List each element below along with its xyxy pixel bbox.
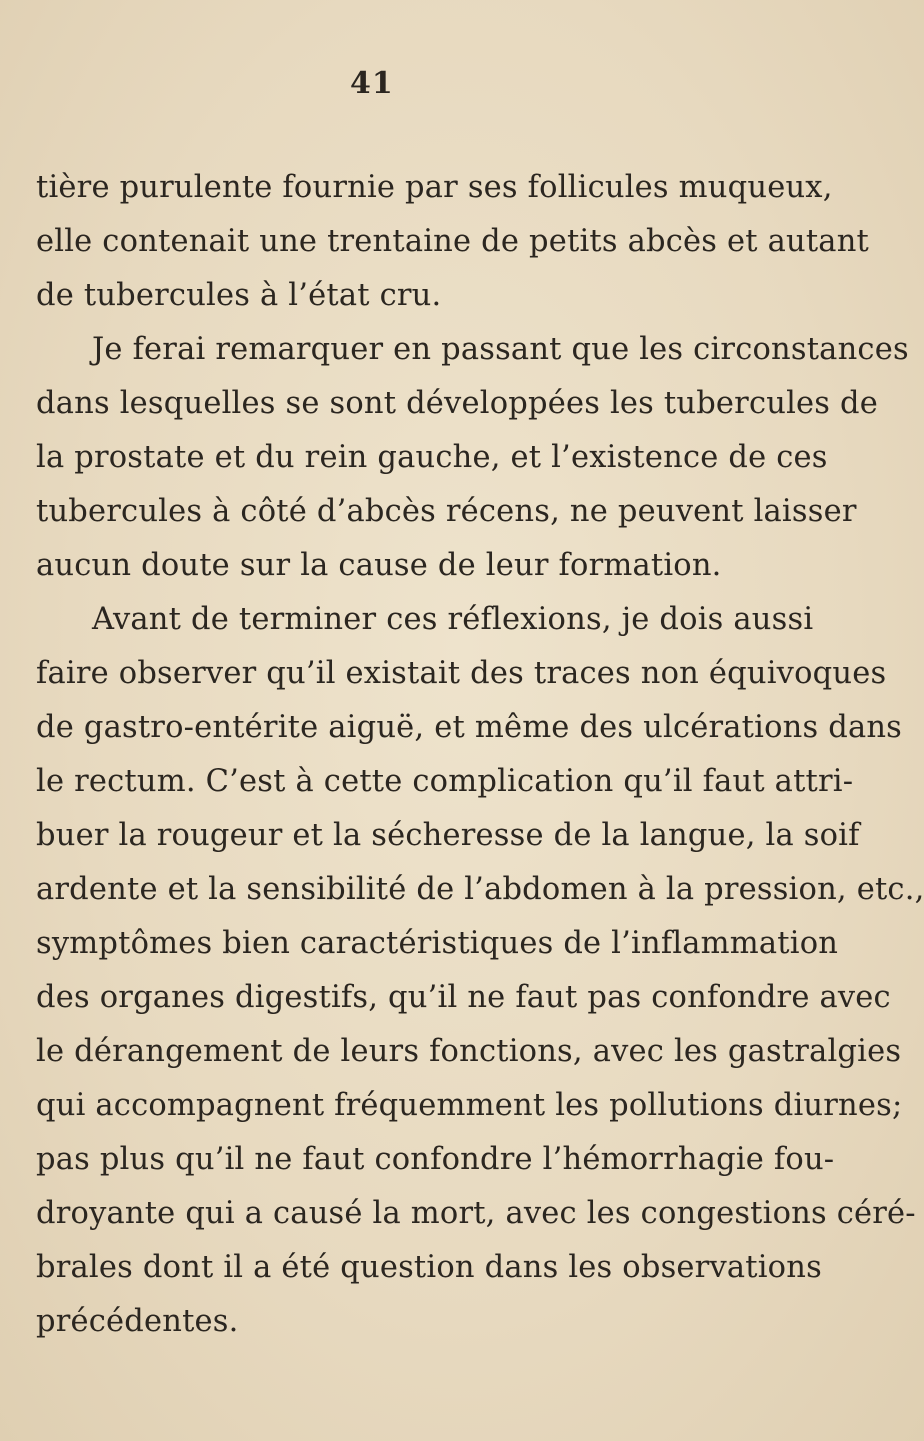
text-line: aucun doute sur la cause de leur formation. — [36, 548, 722, 583]
text-line: qui accompagnent fréquemment les pollutions diurnes; — [36, 1088, 903, 1123]
text-line: buer la rougeur et la sécheresse de la langue, la soif — [36, 818, 860, 853]
text-line: droyante qui a causé la mort, avec les congestions céré- — [36, 1196, 916, 1231]
page-number: 41 — [350, 66, 394, 101]
text-line: ardente et la sensibilité de l’abdomen à la pression, etc., — [36, 872, 924, 907]
text-line: de tubercules à l’état cru. — [36, 278, 442, 313]
text-line: elle contenait une trentaine de petits abcès et autant — [36, 224, 869, 259]
text-line: le rectum. C’est à cette complication qu’il faut attri- — [36, 764, 854, 799]
text-line: tubercules à côté d’abcès récens, ne peuvent laisser — [36, 494, 857, 529]
text-line: tière purulente fournie par ses follicules muqueux, — [36, 170, 833, 205]
text-line: dans lesquelles se sont développées les tubercules de — [36, 386, 879, 421]
text-line: symptômes bien caractéristiques de l’inflammation — [36, 926, 839, 961]
text-line: pas plus qu’il ne faut confondre l’hémorrhagie fou- — [36, 1142, 835, 1177]
text-line: le dérangement de leurs fonctions, avec les gastralgies — [36, 1034, 902, 1069]
text-line: de gastro-entérite aiguë, et même des ulcérations dans — [36, 710, 903, 745]
text-line: précédentes. — [36, 1304, 239, 1339]
text-line: Je ferai remarquer en passant que les circonstances — [92, 332, 909, 367]
text-line: brales dont il a été question dans les observations — [36, 1250, 822, 1285]
text-line: la prostate et du rein gauche, et l’existence de ces — [36, 440, 828, 475]
text-line: Avant de terminer ces réflexions, je dois aussi — [92, 602, 814, 637]
text-line: des organes digestifs, qu’il ne faut pas confondre avec — [36, 980, 891, 1015]
text-line: faire observer qu’il existait des traces non équivoques — [36, 656, 887, 691]
